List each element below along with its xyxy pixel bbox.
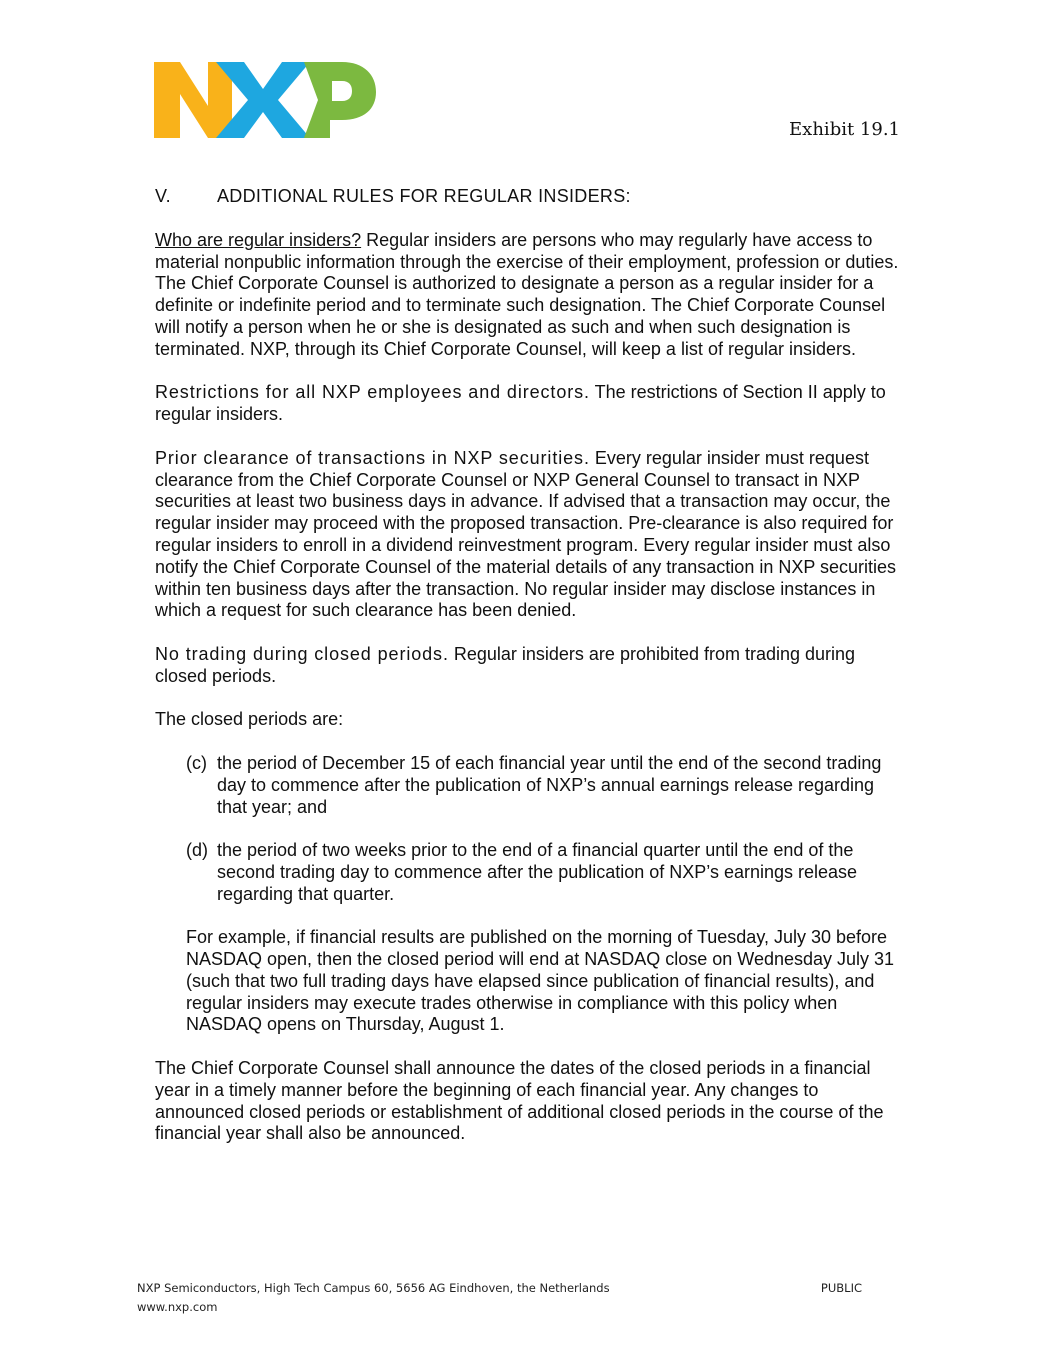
footer-website: www.nxp.com [137,1300,218,1314]
paragraph-restrictions [155,382,903,426]
logo-letter-p [304,62,376,138]
paragraph-lead: No trading during closed periods. [155,643,449,664]
list-item-c [155,753,903,818]
paragraph-who-are-regular-insiders [155,230,903,361]
paragraph-text: The restrictions of Section II apply to regular insiders. [155,382,886,425]
list-item-d [155,840,903,905]
section-title: ADDITIONAL RULES FOR REGULAR INSIDERS: [217,186,631,206]
document-body [155,186,903,1167]
paragraph-no-trading [155,644,903,688]
section-heading [155,186,903,208]
section-number: V. [155,186,171,206]
paragraph-lead: Prior clearance of transactions in NXP securities. [155,447,590,468]
list-item-label: (c) [186,752,207,773]
list-item-label: (d) [186,840,208,861]
paragraph-example: For example, if financial results are published on the morning of Tuesday, July 30 before NASDAQ open, then the closed period will end at NASDAQ close on Wednesday July 31 (such that two full trading days have elapsed since publication of financial results), and regular insiders may execute trades otherwise in compliance with this policy when NASDAQ opens on Thursday, August 1. [186,927,895,1035]
paragraph-text: Every regular insider must request clearance from the Chief Corporate Counsel or NXP General Counsel to transact in NXP securities at least two business days in advance. If advised that a transaction may occur, the regular insider may proceed with the proposed transaction. Pre-clearance is also required for regular insiders to enroll in a dividend reinvestment program. Every regular insider must also notify the Chief Corporate Counsel of the material details of any transaction in NXP securities within ten business days after the transaction. No regular insider may disclose instances in which a request for such clearance has been denied. [155,447,897,621]
logo-letter-n [154,62,232,138]
list-item-text: the period of December 15 of each financial year until the end of the second trading day to commence after the publication of NXP’s annual earnings release regarding that year; and [217,752,882,817]
paragraph-lead: Restrictions for all NXP employees and directors. [155,382,590,403]
paragraph-prior-clearance [155,448,903,622]
nxp-logo-icon [154,62,376,138]
footer-address: NXP Semiconductors, High Tech Campus 60, 5656 AG Eindhoven, the Netherlands [137,1281,610,1295]
nxp-logo [154,62,376,138]
paragraph-lead: Who are regular insiders? [155,229,362,250]
footer-classification: PUBLIC [820,1281,862,1295]
paragraph-announcement: The Chief Corporate Counsel shall announce the dates of the closed periods in a financial year in a timely manner before the beginning of each financial year. Any changes to announced closed periods or establishment of additional closed periods in the course of the financial year shall also be announced. [155,1058,884,1144]
paragraph-text: Regular insiders are prohibited from trading during closed periods. [155,643,856,686]
exhibit-label: Exhibit 19.1 [789,119,900,140]
paragraph-closed-periods-intro: The closed periods are: [155,709,344,730]
page-footer [137,1279,862,1317]
paragraph-text: Regular insiders are persons who may regularly have access to material nonpublic information through the exercise of their employment, profession or duties. The Chief Corporate Counsel is authorized to designate a person as a regular insider for a definite or indefinite period and to terminate such designation. The Chief Corporate Counsel will notify a person when he or she is designated as such and when such designation is terminated. NXP, through its Chief Corporate Counsel, will keep a list of regular insiders. [155,229,899,359]
list-item-text: the period of two weeks prior to the end of a financial quarter until the end of the second trading day to commence after the publication of NXP’s earnings release regarding that quarter. [217,840,858,904]
